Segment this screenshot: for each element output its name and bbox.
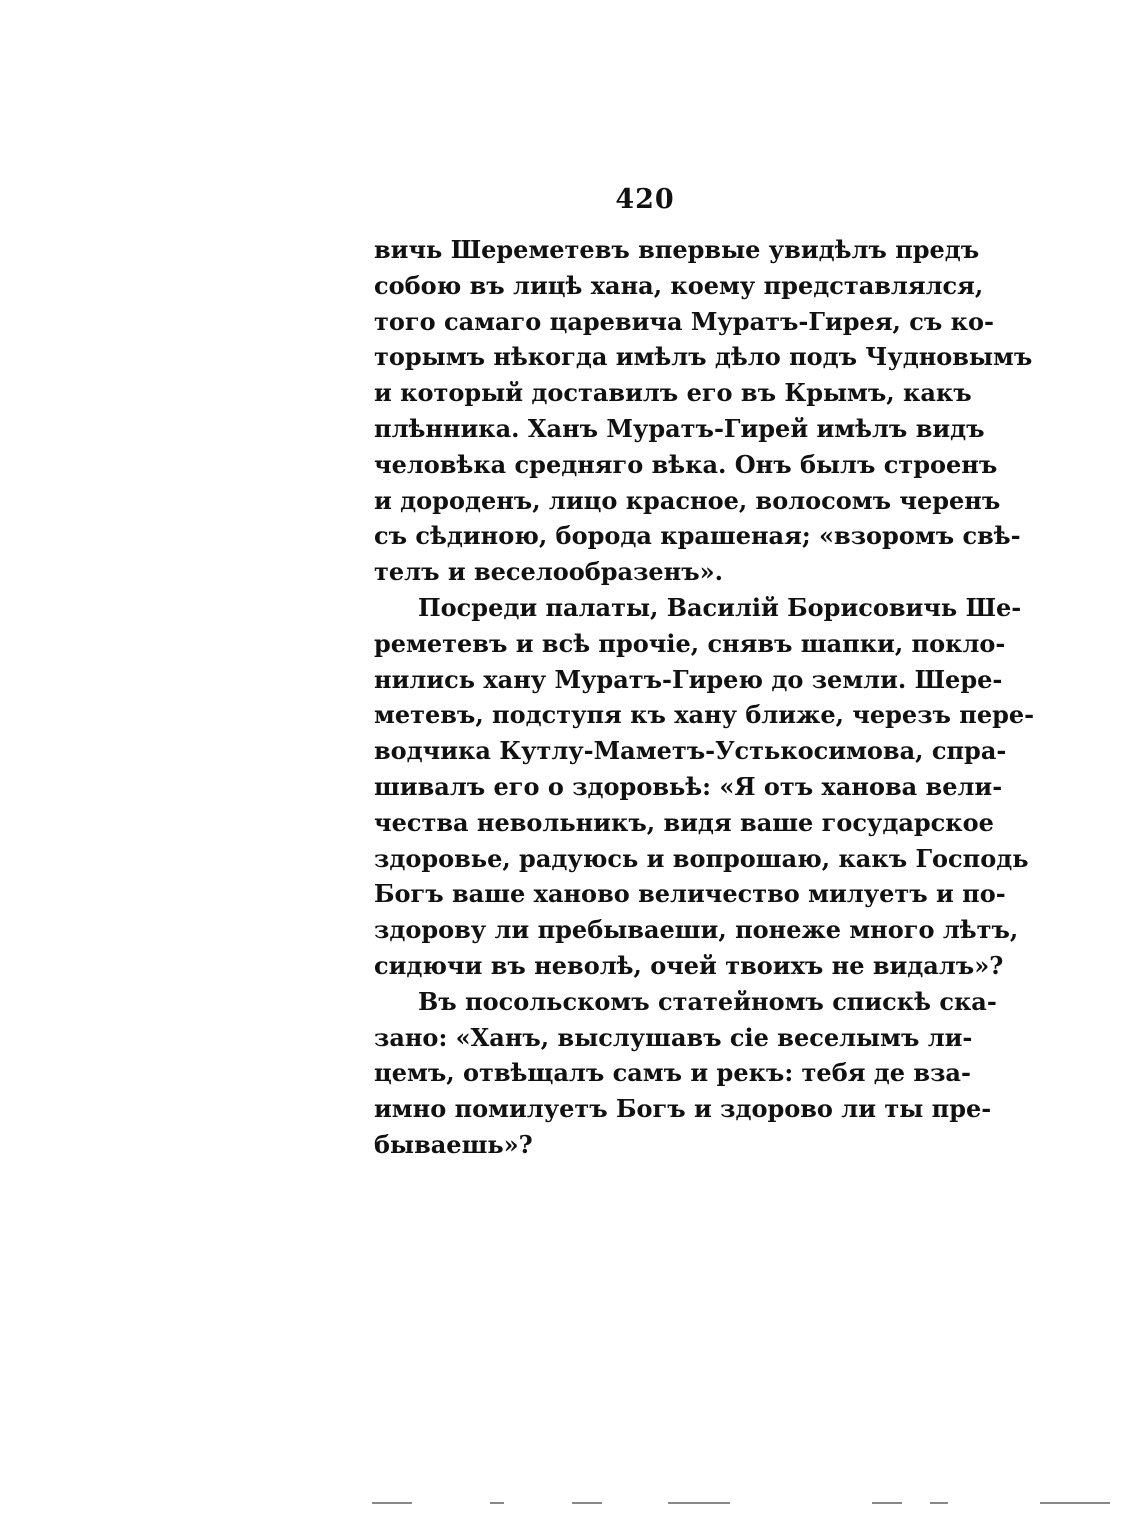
text-line: сидючи въ неволѣ, очей твоихъ не видалъ»? — [374, 950, 1004, 980]
text-line: торымъ нѣкогда имѣлъ дѣло подъ Чудновымъ — [374, 342, 1033, 372]
paragraph — [374, 232, 1033, 590]
text-line: телъ и веселообразенъ». — [374, 557, 724, 587]
scan-edge-mark — [668, 1502, 730, 1504]
paragraph — [374, 984, 997, 1163]
text-line: здоровье, радуюсь и вопрошаю, какъ Господь — [374, 843, 1029, 873]
text-line: нились хану Муратъ-Гирею до земли. Шере- — [374, 664, 1003, 694]
text-line: человѣка средняго вѣка. Онъ былъ строенъ — [374, 449, 998, 479]
scan-edge-mark — [490, 1502, 504, 1504]
paragraph — [374, 590, 1035, 984]
text-line: Посреди палаты, Василій Борисовичь Ше- — [418, 592, 1022, 622]
scan-edge-mark — [572, 1502, 602, 1504]
text-line: чества невольникъ, видя ваше государское — [374, 807, 994, 837]
text-line: метевъ, подступя къ хану ближе, черезъ пере- — [374, 700, 1035, 730]
text-line: Въ посольскомъ статейномъ спискѣ ска- — [418, 986, 997, 1016]
text-line: цемъ, отвѣщалъ самъ и рекъ: тебя де вза- — [374, 1058, 971, 1088]
text-line: того самаго царевича Муратъ-Гирея, съ ко- — [374, 306, 994, 336]
text-line: съ сѣдиною, борода крашеная; «взоромъ свѣ- — [374, 521, 1021, 551]
scan-edge-mark — [372, 1502, 412, 1504]
scan-edge-mark — [872, 1502, 902, 1504]
text-line: шивалъ его о здоровьѣ: «Я отъ ханова вели- — [374, 771, 1003, 801]
text-line: здорову ли пребываеши, понеже много лѣтъ, — [374, 915, 1019, 945]
text-line: Богъ ваше ханово величество милуетъ и по- — [374, 879, 1006, 909]
text-line: бываешь»? — [374, 1129, 533, 1159]
text-line: вичь Шереметевъ впервые увидѣлъ предъ — [374, 235, 980, 264]
text-line: плѣнника. Ханъ Муратъ-Гирей имѣлъ видъ — [374, 413, 985, 443]
text-line: и дороденъ, лицо красное, волосомъ черенъ — [374, 485, 1001, 515]
scan-edge-mark — [1040, 1502, 1110, 1504]
text-line: и который доставилъ его въ Крымъ, какъ — [374, 378, 972, 408]
text-line: водчика Кутлу-Маметъ-Устькосимова, спра- — [374, 736, 1007, 766]
body-text — [374, 232, 1035, 1163]
text-line: имно помилуетъ Богъ и здорово ли ты пре- — [374, 1094, 992, 1124]
text-line: собою въ лицѣ хана, коему представлялся, — [374, 270, 984, 300]
text-line: реметевъ и всѣ прочіе, снявъ шапки, покло- — [374, 628, 1006, 658]
scan-edge-mark — [930, 1502, 948, 1504]
page-number: 420 — [615, 184, 675, 215]
text-line: зано: «Ханъ, выслушавъ сіе веселымъ ли- — [374, 1022, 973, 1052]
